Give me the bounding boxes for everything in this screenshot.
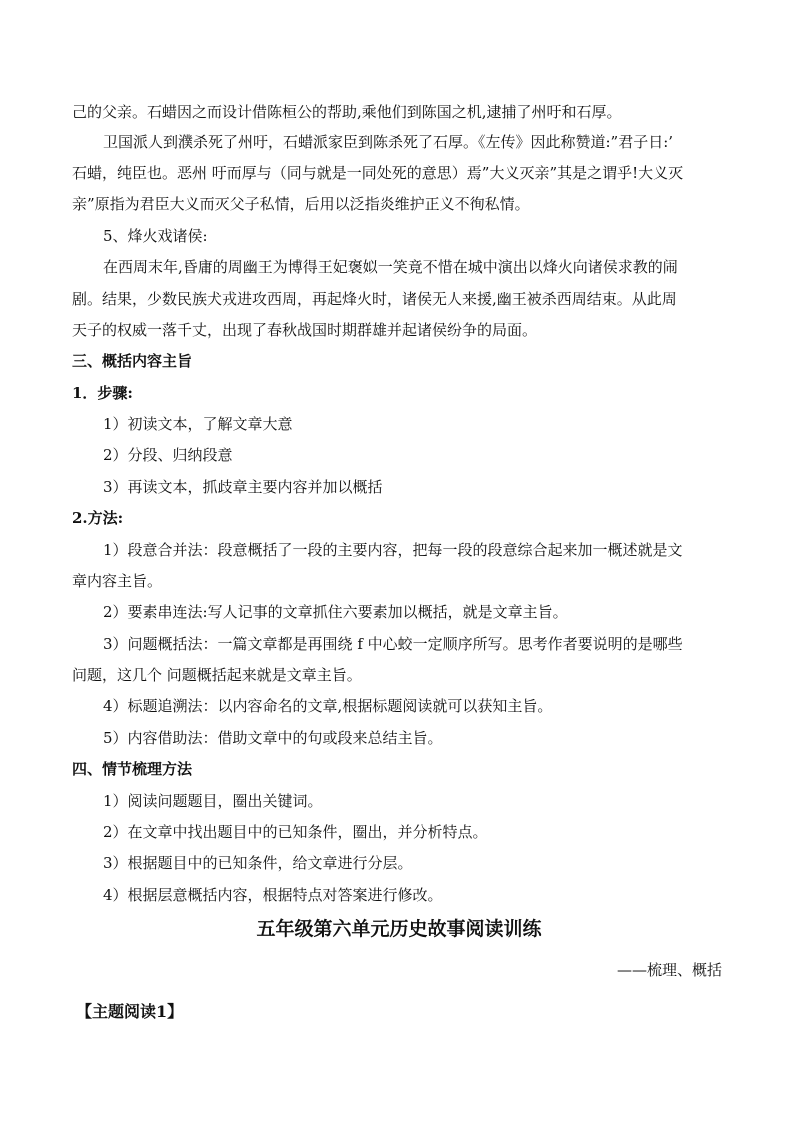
list-item: 4）根据层意概括内容，根据特点对答案进行修改。 [103, 886, 443, 904]
sub-heading: 2.方法: [72, 509, 124, 527]
list-item: 2）要素串连法:写人记事的文章抓住六要素加以概括，就是文章主旨。 [103, 603, 568, 621]
body-line: 天子的权威一落千丈，出现了春秋战国时期群雄并起诸侯纷争的局面。 [72, 321, 538, 339]
list-item: 1）段意合并法：段意概括了一段的主要内容，把每一段的段意综合起来加一概述就是文 [103, 541, 683, 559]
section-label: 【主题阅读1】 [76, 1002, 184, 1021]
list-item: 1）初读文本，了解文章大意 [103, 415, 293, 433]
document-subtitle: ——梳理、概括 [616, 961, 722, 979]
section-heading: 四、情节梳理方法 [72, 760, 193, 778]
sub-heading: 1．步骤: [72, 384, 133, 402]
document-title: 五年级第六单元历史故事阅读训练 [256, 918, 542, 940]
body-line: 问题，这几个 问题概括起来就是文章主旨。 [72, 666, 362, 684]
body-line: 亲”原指为君臣大义而灭父子私情，后用以泛指炎维护正义不徇私情。 [72, 195, 530, 213]
body-line: 剧。结果，少数民族犬戎进攻西周，再起烽火时，诸侯无人来援,幽王被杀西周结束。从此周 [72, 290, 677, 308]
list-item: 3）问题概括法：一篇文章都是再围绕 f 中心蛟一定顺序所写。思考作者要说明的是哪些 [103, 635, 683, 653]
list-item: 5）内容借助法：借助文章中的句或段来总结主旨。 [103, 729, 443, 747]
section-heading: 三、概括内容主旨 [72, 352, 193, 370]
list-item: 3）根据题目中的已知条件，给文章进行分层。 [103, 854, 413, 872]
body-line: 石蜡，纯臣也。恶州 吁而厚与（同与就是一同处死的意思）焉”大义灭亲”其是之谓乎!大义灭 [72, 164, 684, 182]
body-line: 在西周末年,昏庸的周幽王为博得王妃褒姒一笑竟不惜在城中演出以烽火向诸侯求教的闹 [103, 258, 678, 276]
body-line: 卫国派人到濮杀死了州吁，石蜡派家臣到陈杀死了石厚。《左传》因此称赞道:”君子日:’ [103, 133, 674, 151]
list-item: 4）标题追溯法：以内容命名的文章,根据标题阅读就可以获知主旨。 [103, 697, 553, 715]
list-item: 2）在文章中找出题目中的已知条件，圈出，并分析特点。 [103, 823, 488, 841]
body-line: 己的父亲。石蜡因之而设计借陈桓公的帮助,乘他们到陈国之机,逮捕了州吁和石厚。 [72, 103, 622, 121]
list-item: 1）阅读问题题目，圈出关键词。 [103, 792, 323, 810]
list-item: 3）再读文本，抓歧章主要内容并加以概括 [103, 478, 383, 496]
body-line: 章内容主旨。 [72, 572, 163, 590]
list-heading: 5、烽火戏诸侯: [103, 227, 208, 245]
list-item: 2）分段、归纳段意 [103, 446, 233, 464]
